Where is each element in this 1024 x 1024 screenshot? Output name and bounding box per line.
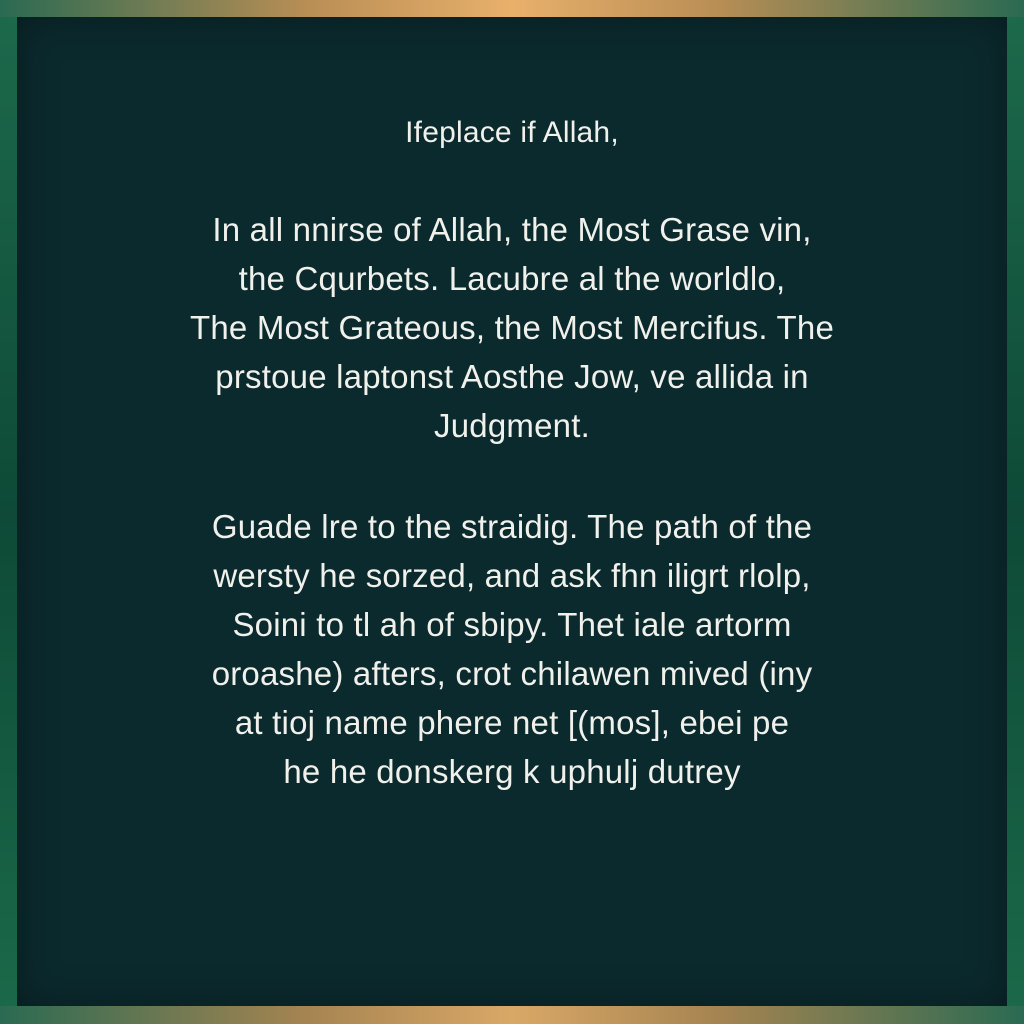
paragraph-1-line: Judgment. bbox=[434, 407, 590, 444]
paragraph-2-line: Guade lre to the straidig. The path of the bbox=[211, 508, 813, 545]
paragraph-2-line: Soini to tl ah of sbipy. Thet iale artorm bbox=[232, 606, 792, 643]
paragraph-1 bbox=[17, 205, 1007, 450]
paragraph-2-line: wersty he sorzed, and ask fhn iligrt rlolp, bbox=[213, 557, 811, 594]
paragraph-2 bbox=[17, 502, 1007, 796]
paragraph-1-line: the Cqurbets. Lacubre al the worldlo, bbox=[238, 260, 786, 297]
paragraph-1-line: In all nnirse of Allah, the Most Grase vin, bbox=[212, 211, 812, 248]
paragraph-2-line: oroashe) afters, crot chilawen mived (iny bbox=[211, 655, 813, 692]
text-panel bbox=[17, 17, 1007, 1006]
paragraph-2-line: at tioj name phere net [(mos], ebei pe bbox=[234, 704, 790, 741]
page-title: Ifeplace if Allah, bbox=[405, 116, 619, 149]
paragraph-1-line: The Most Grateous, the Most Mercifus. The bbox=[190, 309, 834, 346]
paragraph-1-line: prstoue laptonst Aosthe Jow, ve allida in bbox=[215, 358, 809, 395]
paragraph-2-line: he he donskerg k uphulj dutrey bbox=[283, 753, 741, 790]
